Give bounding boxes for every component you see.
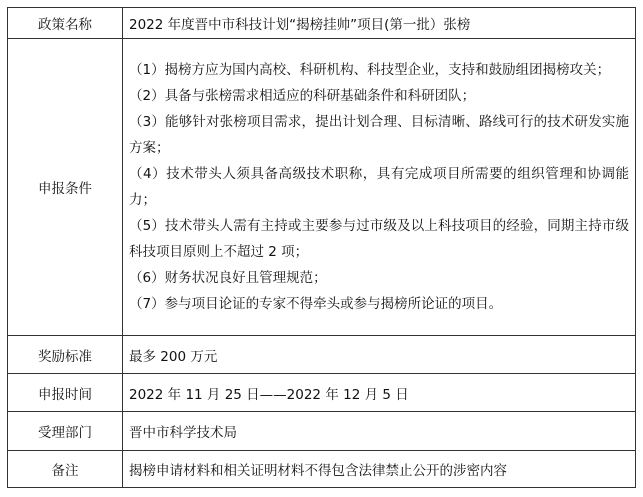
condition-item-7: （7）参与项目论证的专家不得牵头或参与揭榜所论证的项目。 bbox=[129, 296, 503, 312]
remarks-label: 备注 bbox=[8, 451, 123, 488]
remarks-value: 揭榜申请材料和相关证明材料不得包含法律禁止公开的涉密内容 bbox=[123, 451, 636, 488]
application-time-label: 申报时间 bbox=[8, 374, 123, 412]
table-row-department bbox=[8, 412, 636, 451]
policy-table bbox=[7, 7, 636, 488]
table-row-policy-name bbox=[8, 8, 636, 39]
condition-item-2: （2）具备与张榜需求相适应的科研基础条件和科研团队； bbox=[129, 88, 476, 104]
condition-item-5: （5）技术带头人需有主持或主要参与过市级及以上科技项目的经验，同期主持市级科技项目原则上不超过 2 项； bbox=[129, 218, 629, 260]
condition-item-1: （1）揭榜方应为国内高校、科研机构、科技型企业，支持和鼓励组团揭榜攻关； bbox=[129, 62, 611, 78]
department-label: 受理部门 bbox=[8, 412, 123, 451]
application-time-value: 2022 年 11 月 25 日——2022 年 12 月 5 日 bbox=[123, 374, 636, 412]
condition-item-3: （3）能够针对张榜项目需求，提出计划合理、目标清晰、路线可行的技术研发实施方案； bbox=[129, 114, 629, 156]
table-row-remarks bbox=[8, 451, 636, 488]
reward-label: 奖励标准 bbox=[8, 336, 123, 374]
table-row-conditions bbox=[8, 39, 636, 336]
condition-item-4: （4）技术带头人须具备高级技术职称，具有完成项目所需要的组织管理和协调能力； bbox=[129, 166, 629, 208]
table-row-reward bbox=[8, 336, 636, 374]
department-value: 晋中市科学技术局 bbox=[123, 412, 636, 451]
conditions-label: 申报条件 bbox=[8, 39, 123, 336]
conditions-list bbox=[123, 39, 636, 336]
reward-value: 最多 200 万元 bbox=[123, 336, 636, 374]
policy-name-value: 2022 年度晋中市科技计划“揭榜挂帅”项目(第一批）张榜 bbox=[123, 8, 636, 39]
policy-name-label: 政策名称 bbox=[8, 8, 123, 39]
condition-item-6: （6）财务状况良好且管理规范； bbox=[129, 270, 327, 286]
table-row-application-time bbox=[8, 374, 636, 412]
